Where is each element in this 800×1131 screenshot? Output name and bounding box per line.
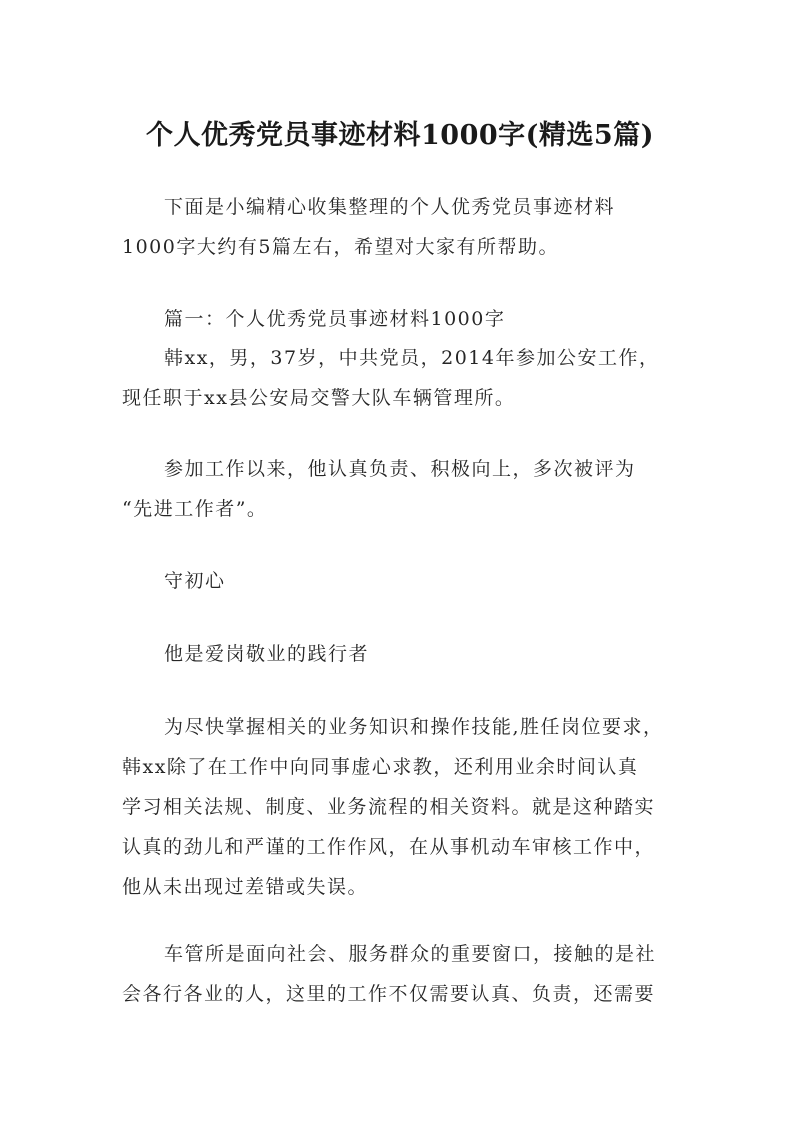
paragraph-line: 他从未出现过差错或失误。 — [122, 876, 369, 898]
sub-heading — [122, 634, 682, 674]
paragraph-line: 韩xx，男，37岁，中共党员，2014年参加公安工作， — [164, 347, 660, 369]
vehicle-office-paragraph — [122, 934, 682, 1014]
chapter-heading — [122, 299, 682, 339]
paragraph-line: 韩xx除了在工作中向同事虚心求教，还利用业余时间认真 — [122, 756, 639, 778]
paragraph-line: 现任职于xx县公安局交警大队车辆管理所。 — [122, 387, 516, 409]
document-title: 个人优秀党员事迹材料1000字(精选5篇) — [146, 120, 654, 152]
learning-paragraph — [122, 707, 682, 907]
section-heading — [122, 561, 682, 601]
section-heading-line: 守初心 — [164, 570, 226, 592]
paragraph-line: 参加工作以来，他认真负责、积极向上，多次被评为 — [164, 458, 636, 480]
paragraph-line: 会各行各业的人，这里的工作不仅需要认真、负责，还需要 — [122, 983, 656, 1005]
paragraph-line: 认真的劲儿和严谨的工作作风，在从事机动车审核工作中， — [122, 836, 656, 858]
intro-paragraph — [122, 187, 682, 267]
chapter-heading-line: 篇一：个人优秀党员事迹材料1000字 — [164, 308, 506, 330]
paragraph-line: 下面是小编精心收集整理的个人优秀党员事迹材料 — [164, 196, 616, 218]
paragraph-line: “先进工作者”。 — [122, 498, 268, 520]
paragraph-line: 1000字大约有5篇左右，希望对大家有所帮助。 — [122, 236, 559, 258]
profile-paragraph — [122, 338, 682, 418]
since-joining-paragraph — [122, 449, 682, 529]
sub-heading-line: 他是爱岗敬业的践行者 — [164, 643, 370, 665]
paragraph-line: 为尽快掌握相关的业务知识和操作技能,胜任岗位要求， — [164, 716, 664, 738]
paragraph-line: 车管所是面向社会、服务群众的重要窗口，接触的是社 — [164, 943, 657, 965]
paragraph-line: 学习相关法规、制度、业务流程的相关资料。就是这种踏实 — [122, 796, 656, 818]
